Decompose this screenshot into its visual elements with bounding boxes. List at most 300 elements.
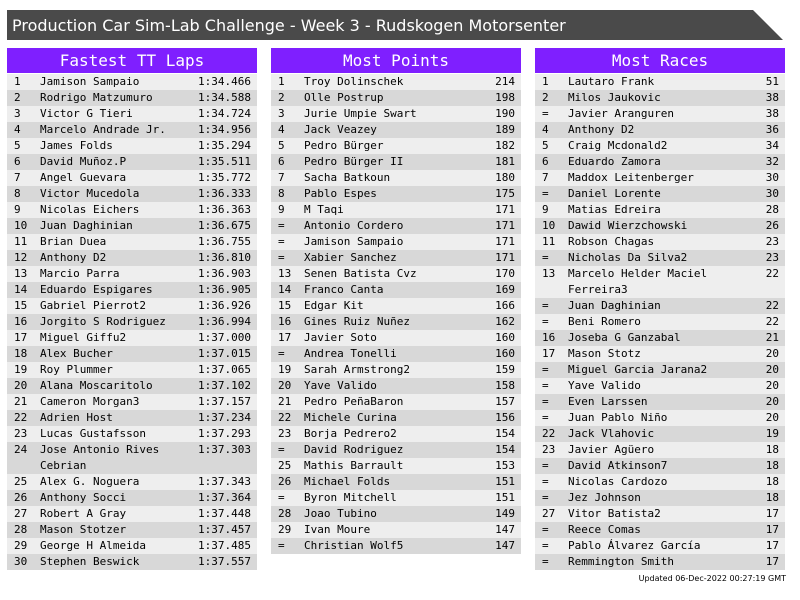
row-position: =	[542, 411, 549, 424]
table-row	[271, 538, 521, 554]
table-row	[535, 346, 785, 362]
lap-time: 1:34.466	[198, 75, 251, 88]
row-position: 20	[14, 379, 28, 392]
table-row	[535, 474, 785, 490]
driver-name: Roy Plummer	[40, 363, 113, 376]
fastest-tt-laps-panel	[7, 48, 257, 570]
table-row	[535, 266, 785, 298]
driver-name: Anthony D2	[40, 251, 107, 264]
races-value: 32	[765, 155, 779, 168]
row-position: =	[542, 491, 549, 504]
driver-name: Yave Valido	[304, 379, 377, 392]
driver-name: Remmington Smith	[568, 555, 674, 568]
races-value: 23	[765, 251, 779, 264]
row-position: 8	[278, 187, 285, 200]
lap-time: 1:37.343	[198, 475, 251, 488]
driver-name: Robert A Gray	[40, 507, 127, 520]
row-position: 17	[542, 347, 556, 360]
table-row	[271, 250, 521, 266]
row-position: 2	[542, 91, 549, 104]
row-position: 13	[542, 267, 556, 280]
points-value: 159	[495, 363, 515, 376]
table-row	[271, 522, 521, 538]
table-row	[7, 298, 257, 314]
driver-name: Andrea Tonelli	[304, 347, 397, 360]
row-position: =	[542, 187, 549, 200]
row-position: 6	[542, 155, 549, 168]
driver-name: Byron Mitchell	[304, 491, 397, 504]
row-position: 20	[278, 379, 292, 392]
row-position: =	[278, 251, 285, 264]
points-value: 198	[495, 91, 515, 104]
row-position: 27	[14, 507, 28, 520]
table-row	[7, 90, 257, 106]
races-value: 34	[765, 139, 779, 152]
points-value: 147	[495, 523, 515, 536]
driver-name: Marcelo Andrade Jr.	[40, 123, 166, 136]
races-value: 51	[765, 75, 779, 88]
row-position: 7	[542, 171, 549, 184]
row-position: 1	[542, 75, 549, 88]
row-position: 21	[278, 395, 292, 408]
driver-name: David Atkinson7	[568, 459, 668, 472]
row-position: 22	[542, 427, 556, 440]
row-position: 5	[278, 139, 285, 152]
row-position: =	[278, 539, 285, 552]
table-row	[535, 538, 785, 554]
driver-name: M Taqi	[304, 203, 344, 216]
points-value: 147	[495, 539, 515, 552]
lap-time: 1:37.015	[198, 347, 251, 360]
driver-name: Javier Aranguren	[568, 107, 674, 120]
row-position: 30	[14, 555, 28, 568]
row-position: 5	[14, 139, 21, 152]
leaderboard-rows	[7, 74, 257, 570]
table-row	[271, 346, 521, 362]
table-row	[271, 138, 521, 154]
driver-name: Joseba G Ganzabal	[568, 331, 681, 344]
row-position: 26	[14, 491, 28, 504]
driver-name: Robson Chagas	[568, 235, 655, 248]
row-position: =	[278, 347, 285, 360]
driver-name: Juan Daghinian	[40, 219, 133, 232]
races-value: 18	[765, 459, 779, 472]
lap-time: 1:37.557	[198, 555, 251, 568]
table-row	[535, 298, 785, 314]
lap-time: 1:37.000	[198, 331, 251, 344]
row-position: 14	[14, 283, 28, 296]
title-banner	[7, 10, 783, 40]
driver-name: Milos Jaukovic	[568, 91, 661, 104]
table-row	[535, 394, 785, 410]
row-position: 19	[278, 363, 292, 376]
most-races-panel	[535, 48, 785, 570]
table-row	[271, 298, 521, 314]
driver-name: Jack Vlahovic	[568, 427, 655, 440]
table-row	[535, 426, 785, 442]
driver-name: Even Larssen	[568, 395, 648, 408]
table-row	[7, 410, 257, 426]
row-position: =	[542, 315, 549, 328]
row-position: 7	[14, 171, 21, 184]
races-value: 20	[765, 379, 779, 392]
races-value: 18	[765, 443, 779, 456]
table-row	[7, 282, 257, 298]
driver-name: George H Almeida	[40, 539, 146, 552]
driver-name: Nicholas Da Silva2	[568, 251, 688, 264]
driver-name: Juan Pablo Niño	[568, 411, 668, 424]
races-value: 22	[765, 315, 779, 328]
row-position: 9	[542, 203, 549, 216]
table-row	[7, 378, 257, 394]
driver-name: Yave Valido	[568, 379, 641, 392]
lap-time: 1:36.333	[198, 187, 251, 200]
table-row	[7, 330, 257, 346]
driver-name: Alana Moscaritolo	[40, 379, 153, 392]
row-position: 24	[14, 443, 28, 456]
page-title: Production Car Sim-Lab Challenge - Week 3 - Rudskogen Motorsenter	[12, 16, 566, 35]
driver-name: Pedro Bürger II	[304, 155, 404, 168]
row-position: 2	[278, 91, 285, 104]
points-value: 190	[495, 107, 515, 120]
points-value: 162	[495, 315, 515, 328]
panel-title: Most Points	[271, 48, 521, 73]
driver-name: Pablo Espes	[304, 187, 377, 200]
row-position: 12	[14, 251, 28, 264]
table-row	[271, 234, 521, 250]
lap-time: 1:36.755	[198, 235, 251, 248]
table-row	[7, 122, 257, 138]
table-row	[535, 458, 785, 474]
updated-timestamp: Updated 06-Dec-2022 00:27:19 GMT	[638, 574, 786, 583]
lap-time: 1:37.293	[198, 427, 251, 440]
lap-time: 1:37.457	[198, 523, 251, 536]
row-position: 18	[14, 347, 28, 360]
row-position: 9	[278, 203, 285, 216]
driver-name: Sarah Armstrong2	[304, 363, 410, 376]
table-row	[7, 490, 257, 506]
driver-name: Daniel Lorente	[568, 187, 661, 200]
table-row	[7, 538, 257, 554]
driver-name: Olle Postrup	[304, 91, 384, 104]
driver-name: Pablo Álvarez García	[568, 539, 701, 552]
driver-name: Javier Agüero	[568, 443, 655, 456]
lap-time: 1:34.956	[198, 123, 251, 136]
row-position: =	[542, 251, 549, 264]
row-position: 2	[14, 91, 21, 104]
driver-name: Gines Ruiz Nuñez	[304, 315, 410, 328]
row-position: 10	[14, 219, 28, 232]
driver-name: Cameron Morgan3	[40, 395, 140, 408]
table-row	[535, 554, 785, 570]
points-value: 170	[495, 267, 515, 280]
table-row	[7, 234, 257, 250]
points-value: 169	[495, 283, 515, 296]
driver-name: Victor Mucedola	[40, 187, 140, 200]
points-value: 189	[495, 123, 515, 136]
table-row	[271, 506, 521, 522]
row-position: 10	[542, 219, 556, 232]
races-value: 38	[765, 91, 779, 104]
points-value: 160	[495, 331, 515, 344]
table-row	[535, 122, 785, 138]
driver-name: Miguel Garcia Jarana2	[568, 363, 708, 376]
table-row	[535, 90, 785, 106]
table-row	[7, 138, 257, 154]
row-position: 5	[542, 139, 549, 152]
lap-time: 1:37.364	[198, 491, 251, 504]
races-value: 20	[765, 347, 779, 360]
row-position: 4	[278, 123, 285, 136]
lap-time: 1:34.588	[198, 91, 251, 104]
driver-name: James Folds	[40, 139, 113, 152]
row-position: 13	[14, 267, 28, 280]
table-row	[7, 426, 257, 442]
row-position: 26	[278, 475, 292, 488]
driver-name: Edgar Kit	[304, 299, 364, 312]
row-position: =	[278, 443, 285, 456]
points-value: 156	[495, 411, 515, 424]
driver-name: Pedro PeñaBaron	[304, 395, 404, 408]
row-position: 29	[278, 523, 292, 536]
row-position: 21	[14, 395, 28, 408]
driver-name: Eduardo Espigares	[40, 283, 153, 296]
driver-name: Gabriel Pierrot2	[40, 299, 146, 312]
lap-time: 1:37.234	[198, 411, 251, 424]
points-value: 160	[495, 347, 515, 360]
points-value: 171	[495, 235, 515, 248]
lap-time: 1:36.994	[198, 315, 251, 328]
driver-name: Antonio Cordero	[304, 219, 404, 232]
races-value: 28	[765, 203, 779, 216]
races-value: 17	[765, 523, 779, 536]
races-value: 21	[765, 331, 779, 344]
points-value: 158	[495, 379, 515, 392]
driver-name: Jose Antonio Rives Cebrian	[40, 443, 160, 472]
races-value: 22	[765, 267, 779, 280]
driver-name: Franco Canta	[304, 283, 384, 296]
row-position: =	[542, 459, 549, 472]
row-position: =	[542, 363, 549, 376]
table-row	[535, 234, 785, 250]
points-value: 181	[495, 155, 515, 168]
table-row	[535, 410, 785, 426]
table-row	[535, 378, 785, 394]
driver-name: Brian Duea	[40, 235, 107, 248]
driver-name: Mason Stotz	[568, 347, 641, 360]
driver-name: David Rodriguez	[304, 443, 404, 456]
points-value: 153	[495, 459, 515, 472]
races-value: 17	[765, 539, 779, 552]
row-position: 1	[278, 75, 285, 88]
races-value: 23	[765, 235, 779, 248]
driver-name: Jurie Umpie Swart	[304, 107, 417, 120]
table-row	[7, 442, 257, 474]
table-row	[535, 106, 785, 122]
points-value: 154	[495, 427, 515, 440]
row-position: 11	[542, 235, 556, 248]
driver-name: Jamison Sampaio	[304, 235, 404, 248]
table-row	[535, 202, 785, 218]
table-row	[535, 506, 785, 522]
races-value: 18	[765, 491, 779, 504]
row-position: 7	[278, 171, 285, 184]
driver-name: Maddox Leitenberger	[568, 171, 694, 184]
row-position: 9	[14, 203, 21, 216]
row-position: =	[542, 523, 549, 536]
row-position: 15	[14, 299, 28, 312]
driver-name: David Muñoz.P	[40, 155, 127, 168]
table-row	[7, 554, 257, 570]
table-row	[7, 154, 257, 170]
driver-name: Dawid Wierzchowski	[568, 219, 688, 232]
row-position: 3	[278, 107, 285, 120]
driver-name: Joao Tubino	[304, 507, 377, 520]
table-row	[535, 490, 785, 506]
driver-name: Borja Pedrero2	[304, 427, 397, 440]
driver-name: Xabier Sanchez	[304, 251, 397, 264]
driver-name: Mason Stotzer	[40, 523, 127, 536]
races-value: 22	[765, 299, 779, 312]
driver-name: Javier Soto	[304, 331, 377, 344]
row-position: 23	[278, 427, 292, 440]
panel-title: Fastest TT Laps	[7, 48, 257, 73]
points-value: 171	[495, 203, 515, 216]
driver-name: Nicolas Cardozo	[568, 475, 668, 488]
table-row	[535, 170, 785, 186]
lap-time: 1:36.363	[198, 203, 251, 216]
table-row	[271, 490, 521, 506]
lap-time: 1:36.926	[198, 299, 251, 312]
driver-name: Christian Wolf5	[304, 539, 404, 552]
table-row	[7, 346, 257, 362]
races-value: 20	[765, 363, 779, 376]
table-row	[271, 330, 521, 346]
table-row	[271, 74, 521, 90]
row-position: 17	[14, 331, 28, 344]
driver-name: Marcio Parra	[40, 267, 120, 280]
row-position: 16	[278, 315, 292, 328]
driver-name: Matias Edreira	[568, 203, 661, 216]
lap-time: 1:35.511	[198, 155, 251, 168]
races-value: 20	[765, 411, 779, 424]
driver-name: Nicolas Eichers	[40, 203, 140, 216]
driver-name: Lucas Gustafsson	[40, 427, 146, 440]
table-row	[271, 362, 521, 378]
table-row	[7, 394, 257, 410]
races-value: 20	[765, 395, 779, 408]
row-position: 3	[14, 107, 21, 120]
table-row	[271, 218, 521, 234]
table-row	[535, 218, 785, 234]
driver-name: Rodrigo Matzumuro	[40, 91, 153, 104]
row-position: 16	[542, 331, 556, 344]
points-value: 171	[495, 219, 515, 232]
row-position: 25	[278, 459, 292, 472]
row-position: 17	[278, 331, 292, 344]
row-position: 11	[14, 235, 28, 248]
races-value: 17	[765, 507, 779, 520]
row-position: 23	[14, 427, 28, 440]
table-row	[7, 474, 257, 490]
table-row	[271, 186, 521, 202]
races-value: 30	[765, 187, 779, 200]
table-row	[271, 410, 521, 426]
lap-time: 1:37.102	[198, 379, 251, 392]
row-position: 28	[14, 523, 28, 536]
row-position: 13	[278, 267, 292, 280]
driver-name: Adrien Host	[40, 411, 113, 424]
panel-title: Most Races	[535, 48, 785, 73]
lap-time: 1:36.905	[198, 283, 251, 296]
row-position: =	[542, 475, 549, 488]
driver-name: Juan Daghinian	[568, 299, 661, 312]
races-value: 18	[765, 475, 779, 488]
table-row	[7, 314, 257, 330]
table-row	[271, 426, 521, 442]
table-row	[271, 394, 521, 410]
row-position: =	[542, 555, 549, 568]
driver-name: Victor G Tieri	[40, 107, 133, 120]
driver-name: Troy Dolinschek	[304, 75, 404, 88]
most-points-panel	[271, 48, 521, 554]
row-position: =	[278, 235, 285, 248]
points-value: 180	[495, 171, 515, 184]
row-position: 22	[278, 411, 292, 424]
lap-time: 1:35.294	[198, 139, 251, 152]
table-row	[535, 522, 785, 538]
row-position: 1	[14, 75, 21, 88]
table-row	[271, 442, 521, 458]
table-row	[7, 362, 257, 378]
table-row	[7, 74, 257, 90]
table-row	[7, 218, 257, 234]
driver-name: Pedro Bürger	[304, 139, 384, 152]
races-value: 17	[765, 555, 779, 568]
row-position: =	[278, 491, 285, 504]
table-row	[271, 90, 521, 106]
driver-name: Eduardo Zamora	[568, 155, 661, 168]
table-row	[271, 202, 521, 218]
driver-name: Jamison Sampaio	[40, 75, 140, 88]
lap-time: 1:36.903	[198, 267, 251, 280]
lap-time: 1:34.724	[198, 107, 251, 120]
row-position: 28	[278, 507, 292, 520]
driver-name: Marcelo Helder Maciel Ferreira3	[568, 267, 708, 296]
lap-time: 1:37.065	[198, 363, 251, 376]
table-row	[271, 474, 521, 490]
driver-name: Anthony Socci	[40, 491, 127, 504]
races-value: 30	[765, 171, 779, 184]
row-position: 8	[14, 187, 21, 200]
driver-name: Stephen Beswick	[40, 555, 140, 568]
table-row	[535, 442, 785, 458]
table-row	[535, 154, 785, 170]
races-value: 26	[765, 219, 779, 232]
points-value: 214	[495, 75, 515, 88]
driver-name: Craig Mcdonald2	[568, 139, 668, 152]
table-row	[271, 122, 521, 138]
driver-name: Jorgito S Rodriguez	[40, 315, 166, 328]
table-row	[535, 186, 785, 202]
table-row	[271, 282, 521, 298]
points-value: 151	[495, 491, 515, 504]
lap-time: 1:37.157	[198, 395, 251, 408]
driver-name: Reece Comas	[568, 523, 641, 536]
table-row	[271, 154, 521, 170]
row-position: 25	[14, 475, 28, 488]
table-row	[271, 170, 521, 186]
